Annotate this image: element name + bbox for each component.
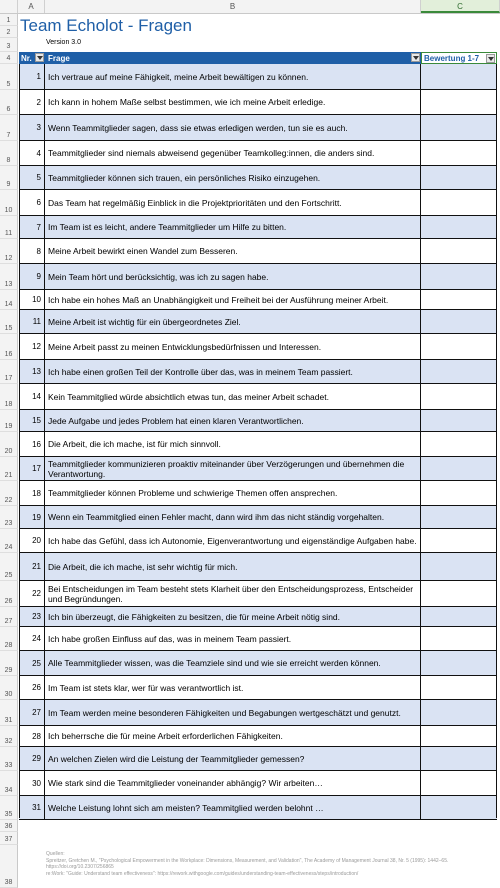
- row-header[interactable]: 27: [0, 607, 18, 627]
- row-header[interactable]: 28: [0, 627, 18, 651]
- question-text-cell[interactable]: Das Team hat regelmäßig Einblick in die Projektprioritäten und den Fortschritt.: [45, 190, 421, 215]
- table-row: [19, 676, 497, 700]
- question-text-cell[interactable]: An welchen Zielen wird die Leistung der Teammitglieder gemessen?: [45, 747, 421, 770]
- row-header[interactable]: 14: [0, 290, 18, 310]
- question-text-cell[interactable]: Welche Leistung lohnt sich am meisten? Teammitglied werden belohnt …: [45, 796, 421, 819]
- question-number-cell[interactable]: 9: [19, 264, 45, 289]
- rating-cell[interactable]: [421, 360, 497, 383]
- sources-line: Spreitzer, Gretchen M., "Psychological Empowerment in the Workplace: Dimensions, Measurement, and Validation", The Academy of Management Journal 38, Nr. 5 (1995): 1442–65. https://doi.org/10.2307/256865: [46, 857, 449, 870]
- row-header[interactable]: 19: [0, 410, 18, 432]
- question-text-cell[interactable]: Ich bin überzeugt, die Fähigkeiten zu besitzen, die für meine Arbeit nötig sind.: [45, 607, 421, 626]
- row-header[interactable]: 23: [0, 506, 18, 529]
- table-row: [19, 796, 497, 820]
- question-text-cell[interactable]: Teammitglieder können Probleme und schwierige Themen offen ansprechen.: [45, 481, 421, 505]
- sources-block: [46, 851, 492, 877]
- rating-cell[interactable]: [421, 457, 497, 480]
- row-header[interactable]: 38: [0, 845, 18, 888]
- question-text-cell[interactable]: Meine Arbeit ist wichtig für ein übergeordnetes Ziel.: [45, 310, 421, 333]
- rating-cell[interactable]: [421, 264, 497, 289]
- header-nr-cell[interactable]: [19, 52, 45, 64]
- table-row: [19, 166, 497, 190]
- table-row: [19, 384, 497, 410]
- rating-cell[interactable]: [421, 529, 497, 552]
- question-number-cell[interactable]: 17: [19, 457, 45, 480]
- row-header[interactable]: 2: [0, 26, 18, 38]
- table-row: [19, 651, 497, 676]
- rating-cell[interactable]: [421, 310, 497, 333]
- table-row: [19, 264, 497, 290]
- rating-cell[interactable]: [421, 115, 497, 140]
- question-number-cell[interactable]: 26: [19, 676, 45, 699]
- rating-cell[interactable]: [421, 747, 497, 770]
- header-bewertung-label: Bewertung 1-7: [424, 53, 480, 63]
- question-text-cell[interactable]: Ich habe ein hohes Maß an Unabhängigkeit und Freiheit bei der Ausführung meiner Arbeit.: [45, 290, 421, 309]
- version-label: Version 3.0: [46, 39, 82, 46]
- rating-cell[interactable]: [421, 481, 497, 505]
- question-text-cell[interactable]: Wenn ein Teammitglied einen Fehler macht, dann wird ihm das nicht ständig vorgehalten.: [45, 506, 421, 528]
- row-header[interactable]: 5: [0, 64, 18, 90]
- row-header[interactable]: 9: [0, 166, 18, 190]
- rating-cell[interactable]: [421, 64, 497, 89]
- row-header[interactable]: 13: [0, 264, 18, 290]
- rating-cell[interactable]: [421, 506, 497, 528]
- question-number-cell[interactable]: 20: [19, 529, 45, 552]
- table-row: [19, 481, 497, 506]
- row-header[interactable]: 33: [0, 747, 18, 771]
- row-header[interactable]: 32: [0, 726, 18, 747]
- table-row: [19, 747, 497, 771]
- question-text-cell[interactable]: Die Arbeit, die ich mache, ist für mich sinnvoll.: [45, 432, 421, 456]
- question-number-cell[interactable]: 14: [19, 384, 45, 409]
- rating-cell[interactable]: [421, 410, 497, 431]
- table-row: [19, 771, 497, 796]
- question-number-cell[interactable]: 27: [19, 700, 45, 725]
- question-text-cell[interactable]: Teammitglieder sind niemals abweisend gegenüber Teamkolleg:innen, die anders sind.: [45, 141, 421, 165]
- table-row: [19, 457, 497, 481]
- question-text-cell[interactable]: Wie stark sind die Teammitglieder voneinander abhängig? Wir arbeiten…: [45, 771, 421, 795]
- row-header[interactable]: 30: [0, 676, 18, 700]
- row-header[interactable]: 21: [0, 457, 18, 481]
- column-header-c[interactable]: C: [421, 0, 500, 13]
- question-number-cell[interactable]: 23: [19, 607, 45, 626]
- table-row: [19, 700, 497, 726]
- question-text-cell[interactable]: Ich vertraue auf meine Fähigkeit, meine Arbeit bewältigen zu können.: [45, 64, 421, 89]
- question-text-cell[interactable]: Im Team ist stets klar, wer für was verantwortlich ist.: [45, 676, 421, 699]
- question-text-cell[interactable]: Ich habe das Gefühl, dass ich Autonomie, Eigenverantwortung und eigenständige Aufgaben habe.: [45, 529, 421, 552]
- row-header[interactable]: 15: [0, 310, 18, 334]
- row-header[interactable]: 24: [0, 529, 18, 553]
- question-text-cell[interactable]: Teammitglieder können sich trauen, ein persönliches Risiko einzugehen.: [45, 166, 421, 189]
- question-number-cell[interactable]: 19: [19, 506, 45, 528]
- question-number-cell[interactable]: 12: [19, 334, 45, 359]
- question-number-cell[interactable]: 5: [19, 166, 45, 189]
- question-number-cell[interactable]: 11: [19, 310, 45, 333]
- question-text-cell[interactable]: Mein Team hört und berücksichtig, was ich zu sagen habe.: [45, 264, 421, 289]
- question-number-cell[interactable]: 15: [19, 410, 45, 431]
- table-row: [19, 141, 497, 166]
- row-header[interactable]: 8: [0, 141, 18, 166]
- row-header[interactable]: 4: [0, 52, 18, 64]
- table-row: [19, 506, 497, 529]
- question-text-cell[interactable]: Meine Arbeit passt zu meinen Entwicklungsbedürfnissen und Interessen.: [45, 334, 421, 359]
- row-header[interactable]: 3: [0, 38, 18, 52]
- column-header-bar: [0, 0, 500, 14]
- row-header[interactable]: 11: [0, 216, 18, 239]
- row-header[interactable]: 10: [0, 190, 18, 216]
- rating-cell[interactable]: [421, 553, 497, 580]
- question-text-cell[interactable]: Teammitglieder kommunizieren proaktiv miteinander über Verzögerungen und übernehmen die Verantwortung.: [45, 457, 421, 480]
- question-number-cell[interactable]: 4: [19, 141, 45, 165]
- rating-cell[interactable]: [421, 726, 497, 746]
- question-number-cell[interactable]: 10: [19, 290, 45, 309]
- question-number-cell[interactable]: 3: [19, 115, 45, 140]
- page-title: Team Echolot - Fragen: [20, 16, 192, 35]
- question-text-cell[interactable]: Im Team werden meine besonderen Fähigkeiten und Begabungen wertgeschätzt und genutzt.: [45, 700, 421, 725]
- rating-cell[interactable]: [421, 771, 497, 795]
- question-number-cell[interactable]: 8: [19, 239, 45, 263]
- table-row: [19, 553, 497, 581]
- rating-cell[interactable]: [421, 190, 497, 215]
- question-number-cell[interactable]: 28: [19, 726, 45, 746]
- question-number-cell[interactable]: 1: [19, 64, 45, 89]
- filter-dropdown-icon[interactable]: [411, 53, 420, 62]
- rating-cell[interactable]: [421, 216, 497, 238]
- rating-cell[interactable]: [421, 676, 497, 699]
- question-text-cell[interactable]: Ich habe einen großen Teil der Kontrolle über das, was in meinem Team passiert.: [45, 360, 421, 383]
- question-number-cell[interactable]: 29: [19, 747, 45, 770]
- rating-cell[interactable]: [421, 796, 497, 819]
- table-row: [19, 216, 497, 239]
- rating-cell[interactable]: [421, 141, 497, 165]
- sources-line: re:Work: "Guide: Understand team effectiveness": https://rework.withgoogle.com/guides/understanding-team-effectiveness/steps/introduction/: [46, 870, 359, 877]
- filter-dropdown-icon[interactable]: [486, 54, 495, 63]
- table-row: [19, 115, 497, 141]
- header-bewertung-cell[interactable]: [421, 52, 497, 64]
- question-number-cell[interactable]: 7: [19, 216, 45, 238]
- question-number-cell[interactable]: 25: [19, 651, 45, 675]
- row-header[interactable]: 18: [0, 384, 18, 410]
- row-header[interactable]: 7: [0, 115, 18, 141]
- column-header-a[interactable]: A: [18, 0, 45, 13]
- rating-cell[interactable]: [421, 90, 497, 114]
- row-header[interactable]: 6: [0, 90, 18, 115]
- table-row: [19, 310, 497, 334]
- question-text-cell[interactable]: Alle Teammitglieder wissen, was die Teamziele sind und wie sie erreicht werden können.: [45, 651, 421, 675]
- question-number-cell[interactable]: 2: [19, 90, 45, 114]
- header-nr-label: Nr.: [21, 53, 32, 63]
- row-header[interactable]: 16: [0, 334, 18, 360]
- rating-cell[interactable]: [421, 239, 497, 263]
- question-number-cell[interactable]: 16: [19, 432, 45, 456]
- question-number-cell[interactable]: 31: [19, 796, 45, 819]
- rating-cell[interactable]: [421, 700, 497, 725]
- question-number-cell[interactable]: 21: [19, 553, 45, 580]
- rating-cell[interactable]: [421, 581, 497, 606]
- question-text-cell[interactable]: Ich habe großen Einfluss auf das, was in meinem Team passiert.: [45, 627, 421, 650]
- row-header[interactable]: 17: [0, 360, 18, 384]
- rating-cell[interactable]: [421, 607, 497, 626]
- row-header[interactable]: 25: [0, 553, 18, 581]
- table-row: [19, 360, 497, 384]
- table-row: [19, 410, 497, 432]
- question-text-cell[interactable]: Wenn Teammitglieder sagen, dass sie etwas erledigen werden, tun sie es auch.: [45, 115, 421, 140]
- row-header[interactable]: 29: [0, 651, 18, 676]
- rating-cell[interactable]: [421, 334, 497, 359]
- header-frage-cell[interactable]: [45, 52, 421, 64]
- question-text-cell[interactable]: Im Team ist es leicht, andere Teammitglieder um Hilfe zu bitten.: [45, 216, 421, 238]
- row-header[interactable]: 12: [0, 239, 18, 264]
- row-header[interactable]: 26: [0, 581, 18, 607]
- question-text-cell[interactable]: Jede Aufgabe und jedes Problem hat einen klaren Verantwortlichen.: [45, 410, 421, 431]
- question-text-cell[interactable]: Die Arbeit, die ich mache, ist sehr wichtig für mich.: [45, 553, 421, 580]
- column-header-b[interactable]: B: [45, 0, 421, 13]
- table-row: [19, 90, 497, 115]
- table-row: [19, 334, 497, 360]
- question-number-cell[interactable]: 6: [19, 190, 45, 215]
- table-row: [19, 432, 497, 457]
- rating-cell[interactable]: [421, 651, 497, 675]
- sources-heading: Quellen:: [46, 851, 65, 857]
- rating-cell[interactable]: [421, 627, 497, 650]
- rating-cell[interactable]: [421, 432, 497, 456]
- row-header[interactable]: 34: [0, 771, 18, 796]
- row-header[interactable]: 31: [0, 700, 18, 726]
- question-text-cell[interactable]: Meine Arbeit bewirkt einen Wandel zum Besseren.: [45, 239, 421, 263]
- row-header[interactable]: 20: [0, 432, 18, 457]
- table-row: [19, 290, 497, 310]
- question-number-cell[interactable]: 13: [19, 360, 45, 383]
- question-text-cell[interactable]: Kein Teammitglied würde absichtlich etwas tun, das meiner Arbeit schadet.: [45, 384, 421, 409]
- question-number-cell[interactable]: 22: [19, 581, 45, 606]
- table-row: [19, 239, 497, 264]
- row-header[interactable]: 22: [0, 481, 18, 506]
- row-header[interactable]: 1: [0, 14, 18, 26]
- table-row: [19, 726, 497, 747]
- table-row: [19, 64, 497, 90]
- table-row: [19, 627, 497, 651]
- table-row: [19, 529, 497, 553]
- question-number-cell[interactable]: 24: [19, 627, 45, 650]
- question-text-cell[interactable]: Ich beherrsche die für meine Arbeit erforderlichen Fähigkeiten.: [45, 726, 421, 746]
- header-frage-label: Frage: [48, 53, 70, 63]
- table-row: [19, 581, 497, 607]
- row-header[interactable]: 35: [0, 796, 18, 820]
- question-number-cell[interactable]: 18: [19, 481, 45, 505]
- question-number-cell[interactable]: 30: [19, 771, 45, 795]
- filter-dropdown-icon[interactable]: [35, 53, 44, 62]
- rating-cell[interactable]: [421, 166, 497, 189]
- row-header[interactable]: 36: [0, 820, 18, 832]
- select-all-corner[interactable]: [0, 0, 18, 13]
- rating-cell[interactable]: [421, 384, 497, 409]
- table-row: [19, 607, 497, 627]
- row-header[interactable]: 37: [0, 832, 18, 845]
- question-text-cell[interactable]: Bei Entscheidungen im Team besteht stets Klarheit über den Entscheidungsprozess, Entscheider und Begründungen.: [45, 581, 421, 606]
- rating-cell[interactable]: [421, 290, 497, 309]
- table-row: [19, 190, 497, 216]
- question-text-cell[interactable]: Ich kann in hohem Maße selbst bestimmen, wie ich meine Arbeit erledige.: [45, 90, 421, 114]
